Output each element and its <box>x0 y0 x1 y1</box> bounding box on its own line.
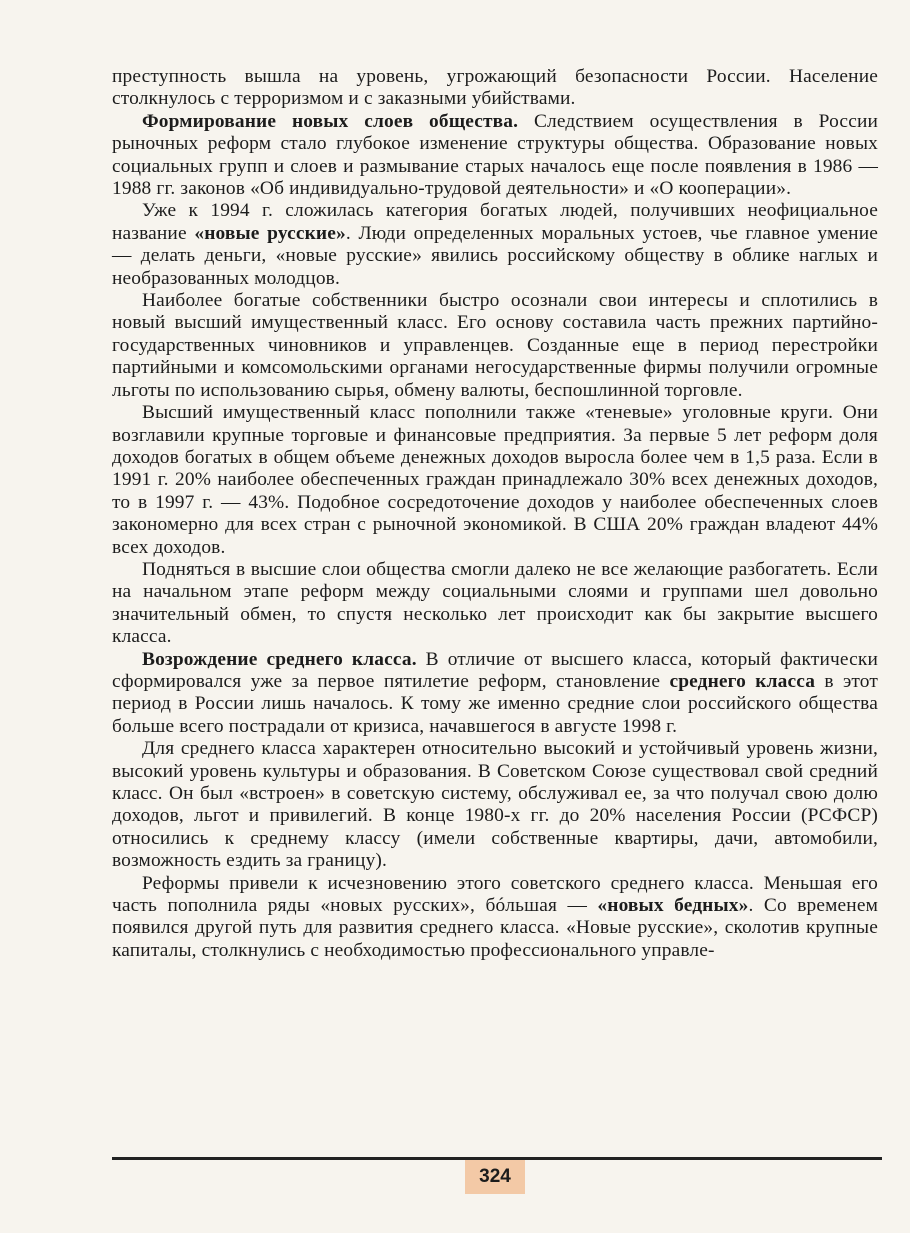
text-run: Для среднего класса характерен относительно высокий и устойчивый уровень жизни, высокий уровень культуры и образования. В Советском Союзе существовал свой средний класс. Он был «встроен» в советскую систему, обслуживал ее, за что получал свою долю доходов, льгот и привилегий. В конце 1980-х гг. до 20% населения России (РСФСР) относились к среднему классу (имели собственные квартиры, дачи, автомобили, возможность ездить за границу). <box>112 738 878 872</box>
text-run: Уже к 1994 г. сложилась категория богатых людей, получивших неофициальное название <box>112 200 878 244</box>
text-run: преступность вышла на уровень, угрожающий безопасности России. Население столкнулось с терроризмом и с заказными убийствами. <box>112 66 878 110</box>
term-bold: «новых бедных» <box>597 895 749 917</box>
text-run: Реформы привели к исчезновению этого советского среднего класса. Меньшая его часть пополнила ряды «новых русских», бóльшая — <box>112 872 878 917</box>
text-run: Наиболее богатые собственники быстро осознали свои интересы и сплотились в новый высший имущественный класс. Его основу составила часть прежних партийно-государственных чиновников и управленцев. Созданные еще в период перестройки партийными и комсомольскими органами негосударственные фирмы получили огромные льготы по использованию сырья, обмену валюты, беспошлинной торговле. <box>112 290 878 401</box>
text-run: В отличие от высшего класса, который фактически сформировался уже за первое пятилетие реформ, становление <box>112 648 879 692</box>
section-heading: Возрождение среднего класса. <box>142 648 417 670</box>
paragraph <box>112 402 878 559</box>
text-run: Подняться в высшие слои общества смогли далеко не все желающие разбогатеть. Если на начальном этапе реформ между социальными слоями и группами шел довольно значительный обмен, то спустя несколько лет происходит как бы закрытие высшего класса. <box>112 558 878 648</box>
text-run: Высший имущественный класс пополнили также «теневые» уголовные круги. Они возглавили крупные торговые и финансовые предприятия. За первые 5 лет реформ доля доходов богатых в общем объеме денежных доходов выросла более чем в 1,5 раза. Если в 1991 г. 20% наиболее обеспеченных граждан принадлежало 30% всех денежных доходов, то в 1997 г. — 43%. Подобное сосредоточение доходов у наиболее обеспеченных слоев закономерно для всех стран с рыночной экономикой. В США 20% граждан владеют 44% всех доходов. <box>112 402 878 558</box>
paragraph <box>112 66 878 111</box>
page-number: 324 <box>465 1160 525 1194</box>
term-bold: среднего класса <box>669 670 816 692</box>
paragraph <box>112 559 878 649</box>
term-bold: «новые русские» <box>194 222 346 244</box>
text-run: Следствием осуществления в России рыночных реформ стало глубокое изменение структуры общества. Образование новых социальных групп и слоев и размывание старых началось еще после появления в 1986 — 1988 гг. законов «Об индивидуально-трудовой деятельности» и «О кооперации». <box>112 110 878 200</box>
paragraph <box>112 290 878 402</box>
paragraph <box>112 738 878 872</box>
text-run: . Со временем появился другой путь для развития среднего класса. «Новые русские», сколотив крупные капиталы, столкнулись с необходимостью профессионального управле- <box>112 895 879 961</box>
body-text <box>112 66 878 962</box>
section-heading: Формирование новых слоев общества. <box>142 110 519 132</box>
paragraph-middle-class <box>112 649 878 739</box>
text-run: . Люди определенных моральных устоев, чье главное умение — делать деньги, «новые русские» явились российскому обществу в облике наглых и необразованных молодцов. <box>112 222 878 289</box>
paragraph-new-social-layers <box>112 111 878 201</box>
paragraph <box>112 873 878 963</box>
text-run: в этот период в России лишь началось. К тому же именно средние слои российского общества больше всего пострадали от кризиса, начавшегося в августе 1998 г. <box>112 670 878 737</box>
paragraph <box>112 200 878 290</box>
